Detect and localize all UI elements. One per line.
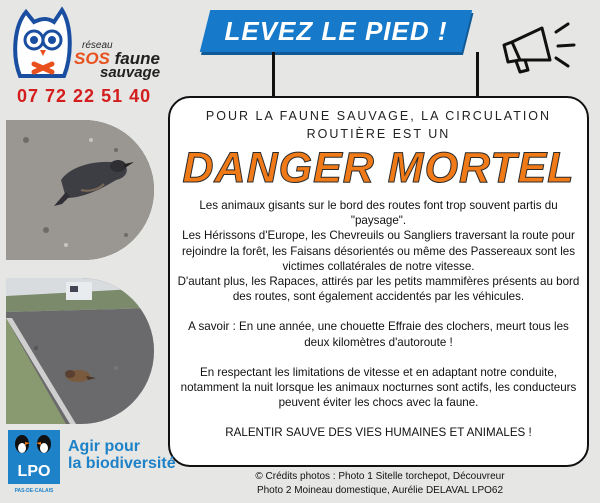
body-text bbox=[176, 198, 581, 441]
credits-line1: © Crédits photos : Photo 1 Sitelle torchepot, Découvreur bbox=[255, 471, 505, 482]
paragraph-raptors: D'autant plus, les Rapaces, attirés par les petits mammifères présents au bord des routes, sont également accidentés par les véhicules. bbox=[177, 275, 580, 304]
banner-title: LEVEZ LE PIED ! bbox=[224, 16, 448, 46]
photo-credits bbox=[235, 470, 525, 498]
banner-pole-left bbox=[272, 52, 275, 98]
lpo-slogan bbox=[68, 438, 176, 472]
megaphone-icon bbox=[494, 18, 584, 76]
paragraph-victims: Les Hérissons d'Europe, les Chevreuils ou Sangliers traversant la route pour rejoindre la forêt, les Faisans désorientés ou même des Passereaux sont les victimes collatérales de notre vitesse. bbox=[181, 229, 576, 273]
headline-danger-mortel: DANGER MORTEL bbox=[182, 144, 575, 192]
lpo-slogan-line2: la biodiversité bbox=[68, 455, 176, 472]
photo-dead-nuthatch bbox=[6, 120, 154, 260]
paragraph-barn-owl-fact: A savoir : En une année, une chouette Effraie des clochers, meurt tous les deux kilomètres d'autoroute ! bbox=[188, 320, 569, 349]
logo-reseau: réseau bbox=[82, 40, 113, 51]
lpo-logo bbox=[8, 430, 60, 496]
paragraph-roadside-animals: Les animaux gisants sur le bord des routes font trop souvent partis du "paysage". bbox=[199, 199, 558, 228]
banner-pole-right bbox=[476, 52, 479, 98]
lpo-name: LPO bbox=[17, 463, 51, 480]
paragraph-speed-limits: En respectant les limitations de vitesse et en adaptant notre conduite, notamment la nuit lorsque les animaux nocturnes sont actifs, les conducteurs peuvent éviter les chocs avec la faune. bbox=[180, 365, 577, 410]
logo-sauvage: sauvage bbox=[100, 64, 161, 81]
lpo-slogan-line1: Agir pour bbox=[68, 438, 140, 455]
sos-faune-sauvage-logo bbox=[12, 6, 162, 88]
paragraph-slow-down: RALENTIR SAUVE DES VIES HUMAINES ET ANIMALES ! bbox=[225, 426, 532, 440]
logo-sos-faune: SOS faune bbox=[74, 49, 160, 68]
intro-text: POUR LA FAUNE SAUVAGE, LA CIRCULATION ROUTIÈRE EST UN bbox=[205, 109, 552, 141]
logo-text bbox=[74, 40, 174, 79]
credits-line2: Photo 2 Moineau domestique, Aurélie DELAVAL LPO62 bbox=[256, 485, 504, 496]
owl-logo-icon bbox=[12, 6, 74, 86]
lpo-region: PAS-DE-CALAIS bbox=[14, 488, 54, 494]
phone-number[interactable]: 07 72 22 51 40 bbox=[17, 86, 152, 106]
photo-dead-sparrow bbox=[6, 278, 154, 424]
